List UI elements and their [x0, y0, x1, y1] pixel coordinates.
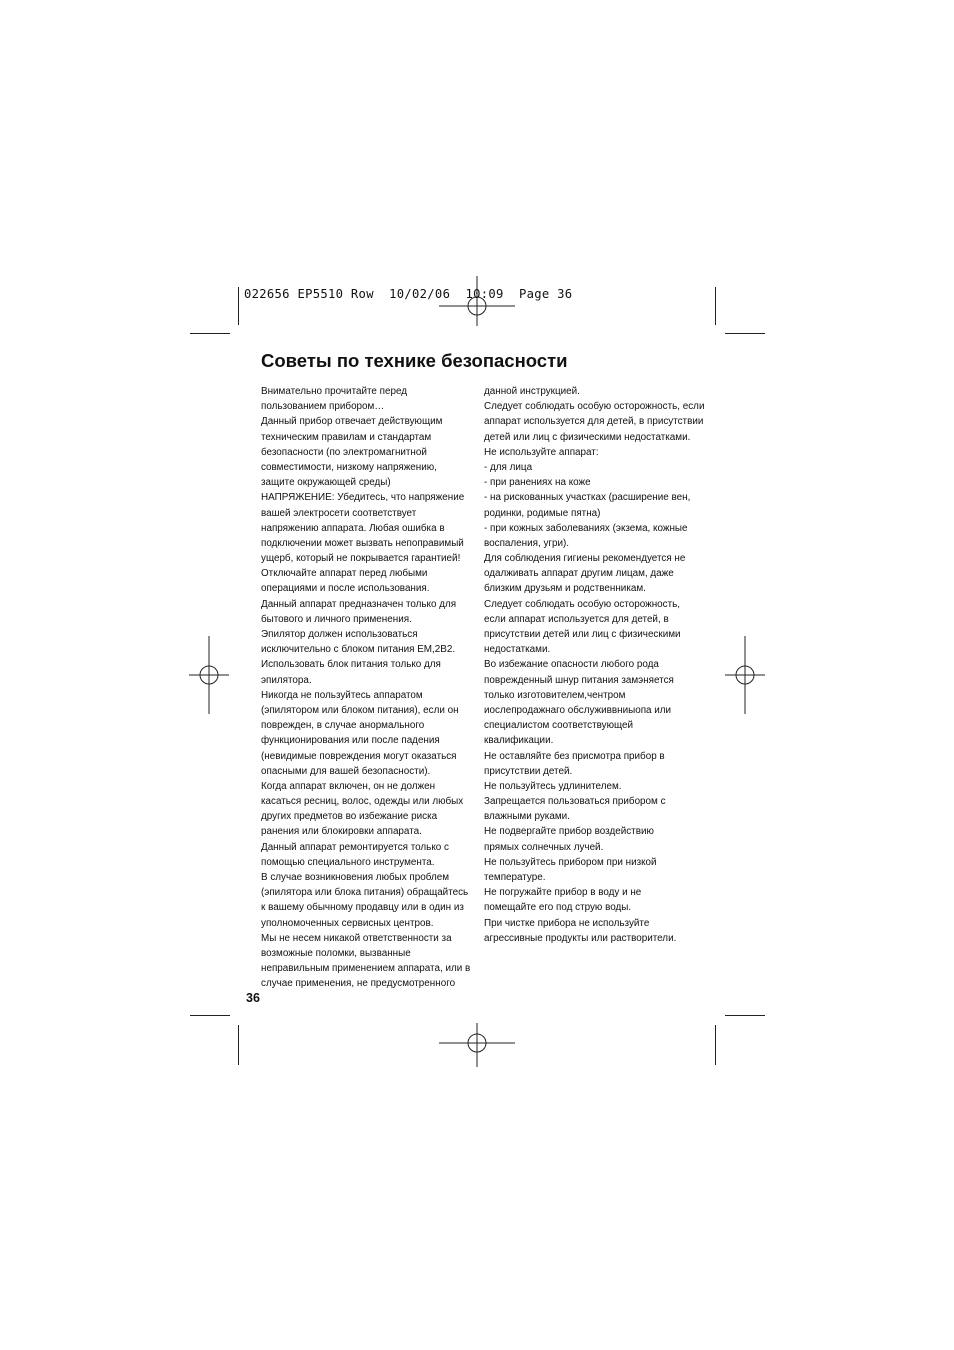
text-line: (невидимые повреждения могут оказаться: [261, 750, 457, 762]
text-line: Во избежание опасности любого рода: [484, 659, 659, 671]
text-line: возможные поломки, вызванные: [261, 947, 411, 959]
crop-mark-bottom-right-horizontal: [725, 1015, 765, 1016]
text-line: касаться ресниц, волос, одежды или любых: [261, 796, 464, 808]
registration-mark-bottom-icon: [437, 1023, 517, 1067]
text-line: ранения или блокировки аппарата.: [261, 826, 422, 838]
text-line: совместимости, низкому напряжению,: [261, 461, 437, 473]
text-line: Данный аппарат ремонтируется только с: [261, 841, 449, 853]
text-line: опасными для вашей безопасности).: [261, 765, 431, 777]
text-line: квалификации.: [484, 735, 554, 747]
text-line: присутствии детей.: [484, 765, 573, 777]
text-line: Отключайте аппарат перед любыми: [261, 568, 428, 580]
text-line: иослепродажнаго обслуживвниыопа или: [484, 704, 672, 716]
text-line: помещайте его под струю воды.: [484, 902, 632, 914]
text-line: Использовать блок питания только для: [261, 659, 441, 671]
text-line: - при кожных заболеваниях (экзема, кожные: [484, 522, 688, 534]
text-line: (эпилятора или блока питания) обращайтесь: [261, 887, 469, 899]
text-column-left: [261, 384, 476, 992]
crop-mark-top-right-horizontal: [725, 333, 765, 334]
text-line: Не оставляйте без присмотра прибор в: [484, 750, 665, 762]
text-line: температуре.: [484, 872, 546, 883]
crop-mark-top-left-vertical: [238, 287, 239, 325]
text-line: Не используйте аппарат:: [484, 446, 599, 458]
crop-mark-bottom-left-vertical: [238, 1025, 239, 1065]
text-line: функционирования или после падения: [261, 735, 440, 747]
text-line: пользованием прибором…: [261, 401, 385, 413]
text-line: исключительно с блоком питания EM,2B2.: [261, 644, 456, 656]
text-line: Не пользуйтесь удлинителем.: [484, 780, 622, 792]
text-line: Для соблюдения гигиены рекомендуется не: [484, 553, 686, 565]
text-line: специалистом соответствующей: [484, 720, 633, 732]
text-line: Следует соблюдать особую осторожность,: [484, 598, 681, 610]
text-line: - для лица: [484, 461, 533, 473]
text-line: если аппарат используется для детей, в: [484, 613, 669, 625]
registration-mark-top-icon: [437, 276, 517, 326]
text-line: Данный прибор отвечает действующим: [261, 416, 443, 428]
crop-mark-top-right-vertical: [715, 287, 716, 325]
text-line: В случае возникновения любых проблем: [261, 872, 449, 883]
text-line: операциями и после использования.: [261, 583, 430, 595]
text-line: Не погружайте прибор в воду и не: [484, 887, 642, 899]
text-line: техническим правилам и стандартам: [261, 431, 432, 443]
text-line: - при ранениях на коже: [484, 477, 591, 489]
text-line: Мы не несем никакой ответственности за: [261, 932, 452, 944]
text-line: эпилятора.: [261, 674, 312, 686]
registration-mark-left-icon: [189, 636, 229, 714]
text-line: НАПРЯЖЕНИЕ: Убедитесь, что напряжение: [261, 492, 465, 504]
text-line: помощью специального инструмента.: [261, 856, 435, 868]
text-line: поврежден, в случае анормального: [261, 720, 425, 732]
text-line: Внимательно прочитайте перед: [261, 386, 408, 397]
registration-mark-right-icon: [725, 636, 765, 714]
text-line: прямых солнечных лучей.: [484, 841, 604, 853]
text-line: воспаления, угри).: [484, 537, 570, 549]
text-line: агрессивные продукты или растворители.: [484, 932, 677, 944]
text-line: подключении может вызвать непоправимый: [261, 537, 464, 549]
text-line: Никогда не пользуйтесь аппаратом: [261, 689, 423, 701]
crop-mark-bottom-right-vertical: [715, 1025, 716, 1065]
crop-mark-top-left-horizontal: [190, 333, 230, 334]
text-line: Следует соблюдать особую осторожность, если: [484, 401, 705, 413]
text-line: бытового и личного применения.: [261, 613, 412, 625]
text-line: Данный аппарат предназначен только для: [261, 598, 457, 610]
text-line: вашей электросети соответствует: [261, 507, 417, 519]
text-column-right: [484, 384, 714, 946]
text-line: При чистке прибора не используйте: [484, 917, 650, 929]
text-line: Эпилятор должен использоваться: [261, 629, 418, 640]
text-line: влажными руками.: [484, 811, 570, 823]
text-line: детей или лиц с физическими недостатками.: [484, 431, 691, 443]
text-line: безопасности (по электромагнитной: [261, 446, 427, 458]
text-line: данной инструкцией.: [484, 386, 580, 397]
page-title: Советы по технике безопасности: [261, 350, 568, 371]
text-line: неправильным применением аппарата, или в: [261, 963, 471, 975]
text-line: Когда аппарат включен, он не должен: [261, 780, 436, 792]
page-number: 36: [246, 991, 260, 1005]
text-line: Не пользуйтесь прибором при низкой: [484, 856, 657, 868]
text-line: других предметов во избежание риска: [261, 811, 438, 823]
text-line: присутствии детей или лиц с физическими: [484, 629, 681, 640]
text-line: - на рискованных участках (расширение вен,: [484, 492, 691, 504]
text-line: случае применения, не предусмотренного: [261, 978, 456, 990]
text-line: аппарат используется для детей, в присутствии: [484, 416, 704, 428]
text-line: напряжению аппарата. Любая ошибка в: [261, 522, 445, 534]
text-line: Запрещается пользоваться прибором с: [484, 796, 666, 808]
text-line: Не подвергайте прибор воздействию: [484, 826, 654, 838]
text-line: защите окружающей среды): [261, 477, 391, 489]
text-line: уполномоченных сервисных центров.: [261, 917, 434, 929]
text-line: недостатками.: [484, 644, 551, 656]
crop-mark-bottom-left-horizontal: [190, 1015, 230, 1016]
text-line: к вашему обычному продавцу или в один из: [261, 902, 464, 914]
text-line: одалживать аппарат другим лицам, даже: [484, 568, 674, 580]
print-slug-header: 022656 EP5510 Row 10/02/06 10:09 Page 36: [244, 287, 573, 301]
text-line: только изготовителем,чентром: [484, 689, 626, 701]
text-line: родинки, родимые пятна): [484, 507, 601, 519]
text-line: ущерб, который не покрывается гарантией!: [261, 553, 461, 565]
text-line: поврежденный шнур питания замэняется: [484, 674, 674, 686]
text-line: (эпилятором или блоком питания), если он: [261, 704, 459, 716]
text-line: близким друзьям и родственникам.: [484, 583, 646, 595]
